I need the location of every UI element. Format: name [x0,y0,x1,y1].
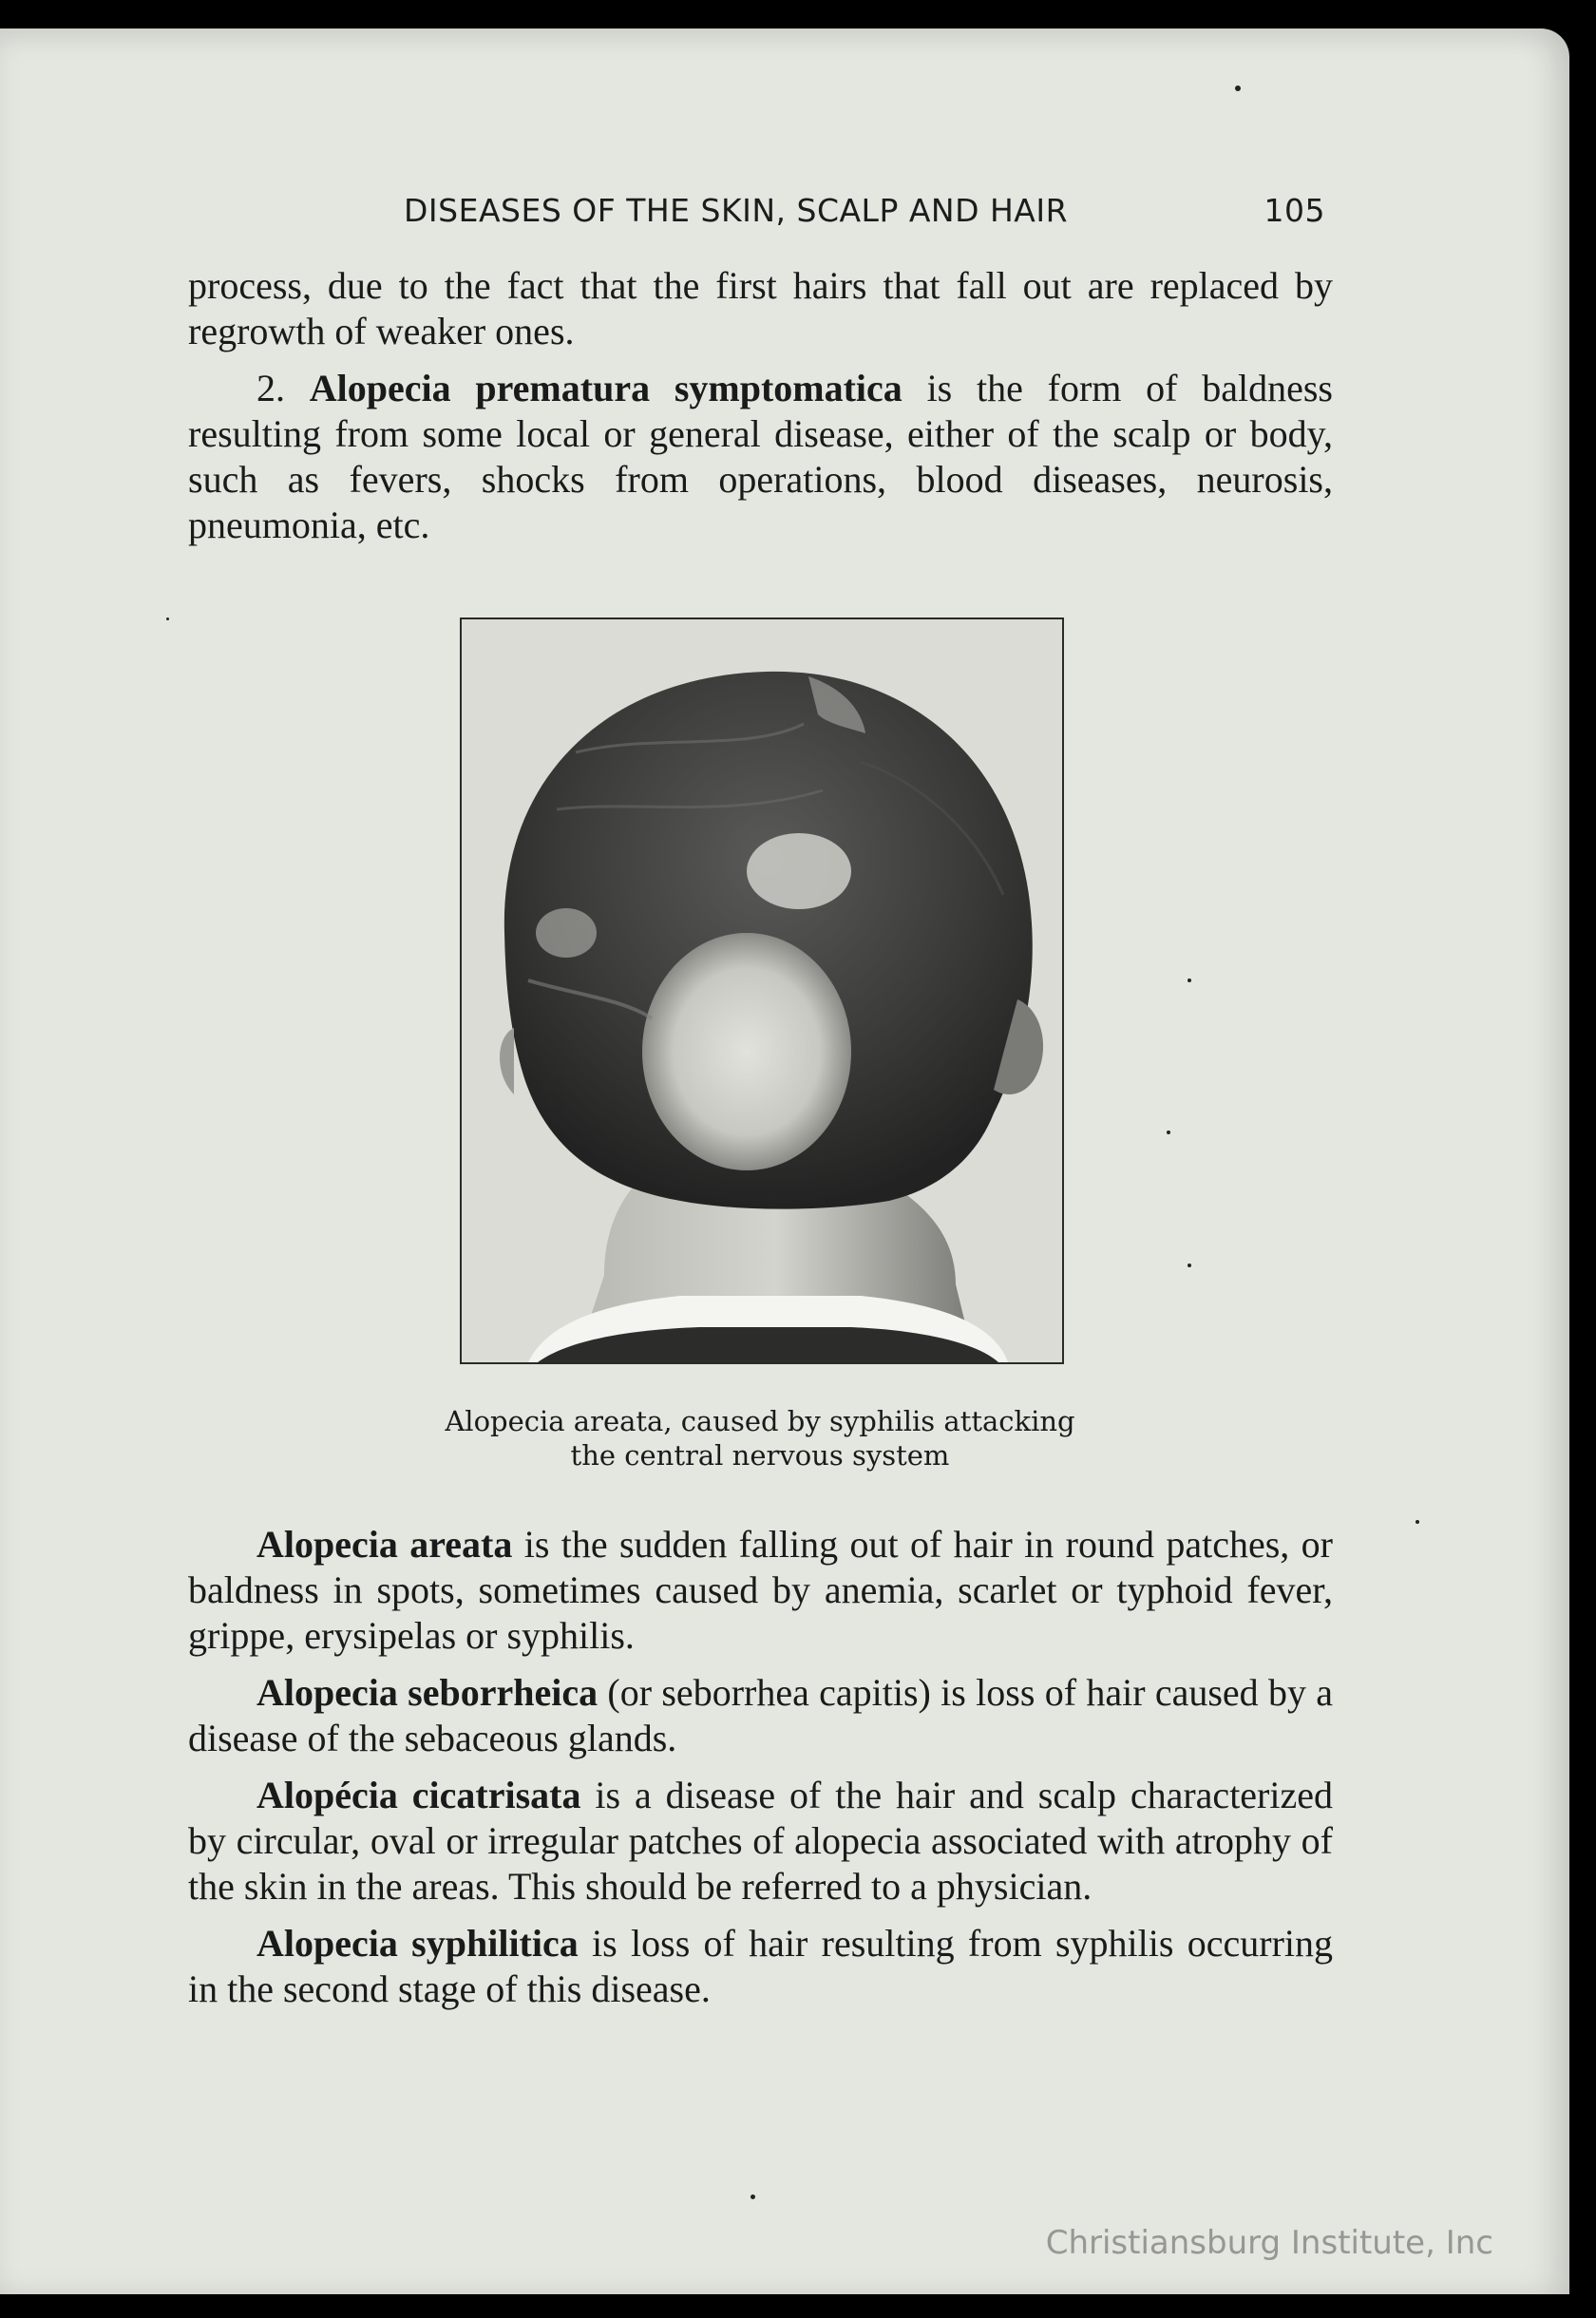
book-page [0,28,1569,2294]
paragraph-text: is the form of baldness resulting from some local or general disease, either of the scalp or body, such as fevers, shocks from operations, blood diseases, neurosis, pneumonia, etc. [188,367,1333,546]
bald-patch-small [747,833,851,909]
page-number: 105 [1264,192,1325,229]
term-heading: Alopecia seborrheica [256,1671,598,1714]
paper-speck [1235,86,1241,91]
figure-photo [460,618,1064,1364]
bald-patch-large [642,933,851,1170]
paper-speck [1188,978,1191,982]
text-block-top [188,263,1333,560]
paper-speck [1167,1130,1170,1134]
paper-speck [166,618,169,620]
bald-patch-side [536,908,597,958]
caption-line-2: the central nervous system [570,1439,950,1472]
paragraph-text: is loss of hair resulting from syphilis occurring in the second stage of this disease. [188,1922,1333,2010]
paragraph-text: (or seborrhea capitis) is loss of hair caused by a disease of the sebaceous glands. [188,1671,1334,1759]
paper-speck [1416,1520,1419,1524]
paragraph-text: is the sudden falling out of hair in round patches, or baldness in spots, sometimes caused by anemia, scarlet or typhoid fever, grippe, erysipelas or syphilis. [188,1523,1333,1657]
watermark: Christiansburg Institute, Inc [1045,2224,1493,2262]
paragraph-symptomatica [188,366,1333,548]
running-head-title: DISEASES OF THE SKIN, SCALP AND HAIR [404,192,1069,229]
paper-speck [1188,1264,1191,1267]
paragraph-cicatrisata [188,1773,1333,1910]
paragraph-text: is a disease of the hair and scalp characterized by circular, oval or irregular patches of alopecia associated with atrophy of the skin in the areas. This should be referred to a physician. [188,1774,1333,1908]
head-illustration [462,619,1062,1362]
term-heading: Alopecia syphilitica [256,1922,579,1965]
paragraph-syphilitica [188,1921,1333,2012]
figure-caption [314,1404,1206,1472]
term-heading: Alopecia prematura symptomatica [309,367,902,409]
list-number: 2. [256,367,285,409]
running-head [404,171,1325,228]
paragraph-text: process, due to the fact that the first hairs that fall out are replaced by regrowth of weaker ones. [188,264,1333,352]
paragraph-continuation [188,263,1333,354]
paper-speck [750,2194,755,2199]
term-heading: Alopecia areata [256,1523,513,1566]
text-block-bottom [188,1522,1333,2024]
term-heading: Alopécia cicatrisata [256,1774,581,1816]
paragraph-seborrheica [188,1670,1333,1761]
paragraph-areata [188,1522,1333,1659]
caption-line-1: Alopecia areata, caused by syphilis attacking [445,1405,1075,1437]
